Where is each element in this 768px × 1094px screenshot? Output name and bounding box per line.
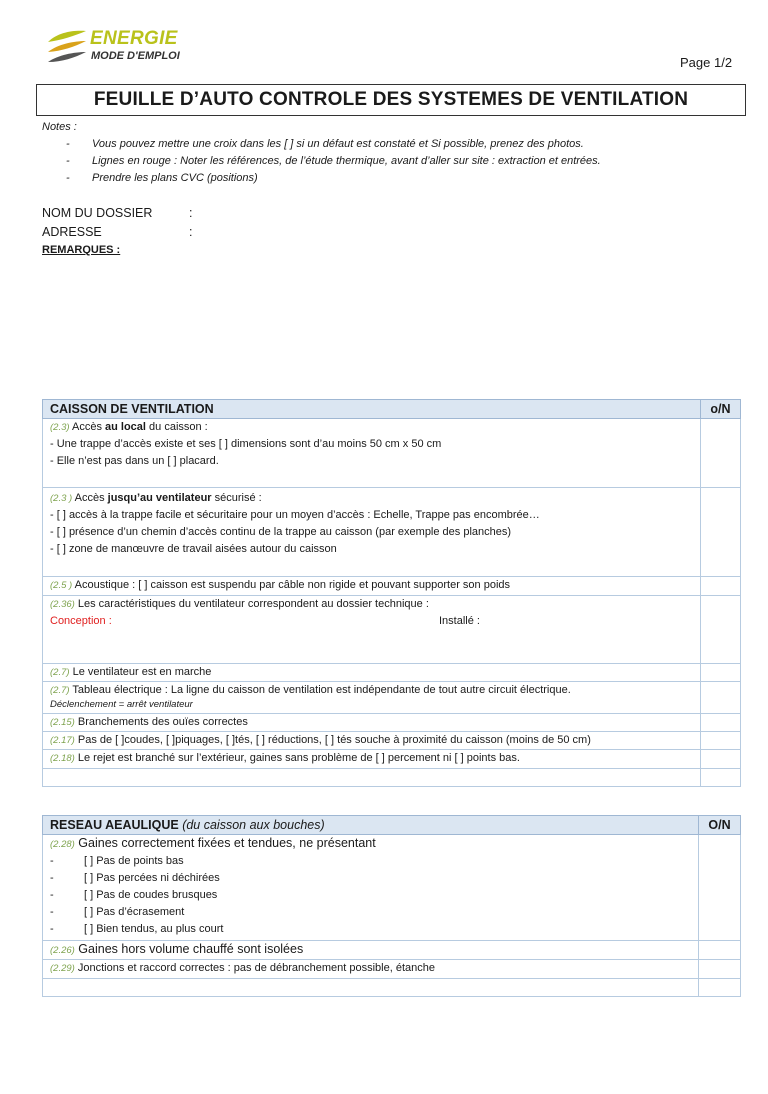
note-item: - Prendre les plans CVC (positions) [66, 172, 258, 184]
table-row: (2.15) Branchements des ouïes correctes [43, 714, 741, 732]
logo-text-mode-emploi: MODE D'EMPLOI [91, 50, 180, 62]
caisson-on-header: o/N [701, 400, 741, 419]
table-row: (2.29) Jonctions et raccord correctes : pas de débranchement possible, étanche [43, 960, 741, 979]
logo-text-energie: ENERGIE [90, 28, 178, 49]
table-row [43, 769, 741, 787]
on-cell[interactable] [701, 682, 741, 714]
note-item: - Lignes en rouge : Noter les références, de l’étude thermique, avant d’aller sur site : extraction et entrées. [66, 155, 601, 167]
on-cell[interactable] [699, 979, 741, 997]
notes-list [66, 138, 601, 189]
dossier-label: NOM DU DOSSIER [42, 206, 153, 220]
list-item: - [ ] Pas d’écrasement [50, 906, 185, 918]
conception-label: Conception : [50, 615, 112, 627]
dossier-field: NOM DU DOSSIER : [42, 206, 193, 220]
on-cell[interactable] [701, 488, 741, 577]
installe-label: Installé : [439, 615, 480, 627]
logo [44, 28, 204, 72]
on-cell[interactable] [701, 769, 741, 787]
document-title: FEUILLE D’AUTO CONTROLE DES SYSTEMES DE VENTILATION [36, 84, 746, 116]
reseau-on-header: O/N [699, 816, 741, 835]
table-row [43, 979, 741, 997]
on-cell[interactable] [699, 835, 741, 941]
remarques-label: REMARQUES : [42, 244, 121, 256]
on-cell[interactable] [701, 732, 741, 750]
caisson-table [42, 399, 741, 787]
note-item: - Vous pouvez mettre une croix dans les [ ] si un défaut est constaté et Si possible, prenez des photos. [66, 138, 584, 150]
on-cell[interactable] [701, 419, 741, 488]
on-cell[interactable] [701, 664, 741, 682]
on-cell[interactable] [701, 714, 741, 732]
on-cell[interactable] [701, 750, 741, 769]
list-item: - [ ] Pas percées ni déchirées [50, 872, 220, 884]
reseau-header: RESEAU AEAULIQUE (du caisson aux bouches) [43, 816, 699, 835]
table-row: (2.26) Gaines hors volume chauffé sont isolées [43, 941, 741, 960]
table-row: (2.5 ) Acoustique : [ ] caisson est suspendu par câble non rigide et pouvant supporter son poids [43, 577, 741, 596]
table-row: (2.7) Tableau électrique : La ligne du caisson de ventilation est indépendante de tout autre circuit électrique. Déclenchement = arrêt ventilateur [43, 682, 741, 714]
adresse-label: ADRESSE [42, 225, 102, 239]
reseau-table [42, 815, 741, 997]
table-row: (2.17) Pas de [ ]coudes, [ ]piquages, [ ]tés, [ ] réductions, [ ] tés souche à proximité du caisson (moins de 50 cm) [43, 732, 741, 750]
table-row: (2.7) Le ventilateur est en marche [43, 664, 741, 682]
logo-leaf-icon [44, 28, 88, 68]
list-item: - [ ] Pas de coudes brusques [50, 889, 218, 901]
list-item: - [ ] Bien tendus, au plus court [50, 923, 224, 935]
table-row: (2.28) Gaines correctement fixées et tendues, ne présentant - [ ] Pas de points bas - [ ] Pas percées ni déchirées - [ ] Pas de coudes brusques - [ ] Pas d’écrasement - [ ] Bien tendus, au plus court [43, 835, 741, 941]
on-cell[interactable] [699, 960, 741, 979]
on-cell[interactable] [701, 596, 741, 664]
table-row: (2.3 ) Accès jusqu’au ventilateur sécurisé : - [ ] accès à la trappe facile et sécuritaire pour un moyen d’accès : Echelle, Trappe pas encombrée… - [ ] présence d’un chemin d’accès continu de la trappe au caisson (par exemple des planches) - [ ] zone de manœuvre de travail aisées autour du caisson [43, 488, 741, 577]
notes-label: Notes : [42, 121, 77, 133]
on-cell[interactable] [699, 941, 741, 960]
caisson-header: CAISSON DE VENTILATION [43, 400, 701, 419]
page-number: Page 1/2 [680, 55, 733, 70]
list-item: - [ ] Pas de points bas [50, 855, 184, 867]
on-cell[interactable] [701, 577, 741, 596]
table-row: (2.18) Le rejet est branché sur l’extérieur, gaines sans problème de [ ] percement ni [ ] points bas. [43, 750, 741, 769]
adresse-field: ADRESSE : [42, 225, 193, 239]
table-row: (2.36) Les caractéristiques du ventilateur correspondent au dossier technique : Conception : Installé : [43, 596, 741, 664]
table-row: (2.3) Accès au local du caisson : - Une trappe d’accès existe et ses [ ] dimensions sont d’au moins 50 cm x 50 cm - Elle n’est pas dans un [ ] placard. [43, 419, 741, 488]
